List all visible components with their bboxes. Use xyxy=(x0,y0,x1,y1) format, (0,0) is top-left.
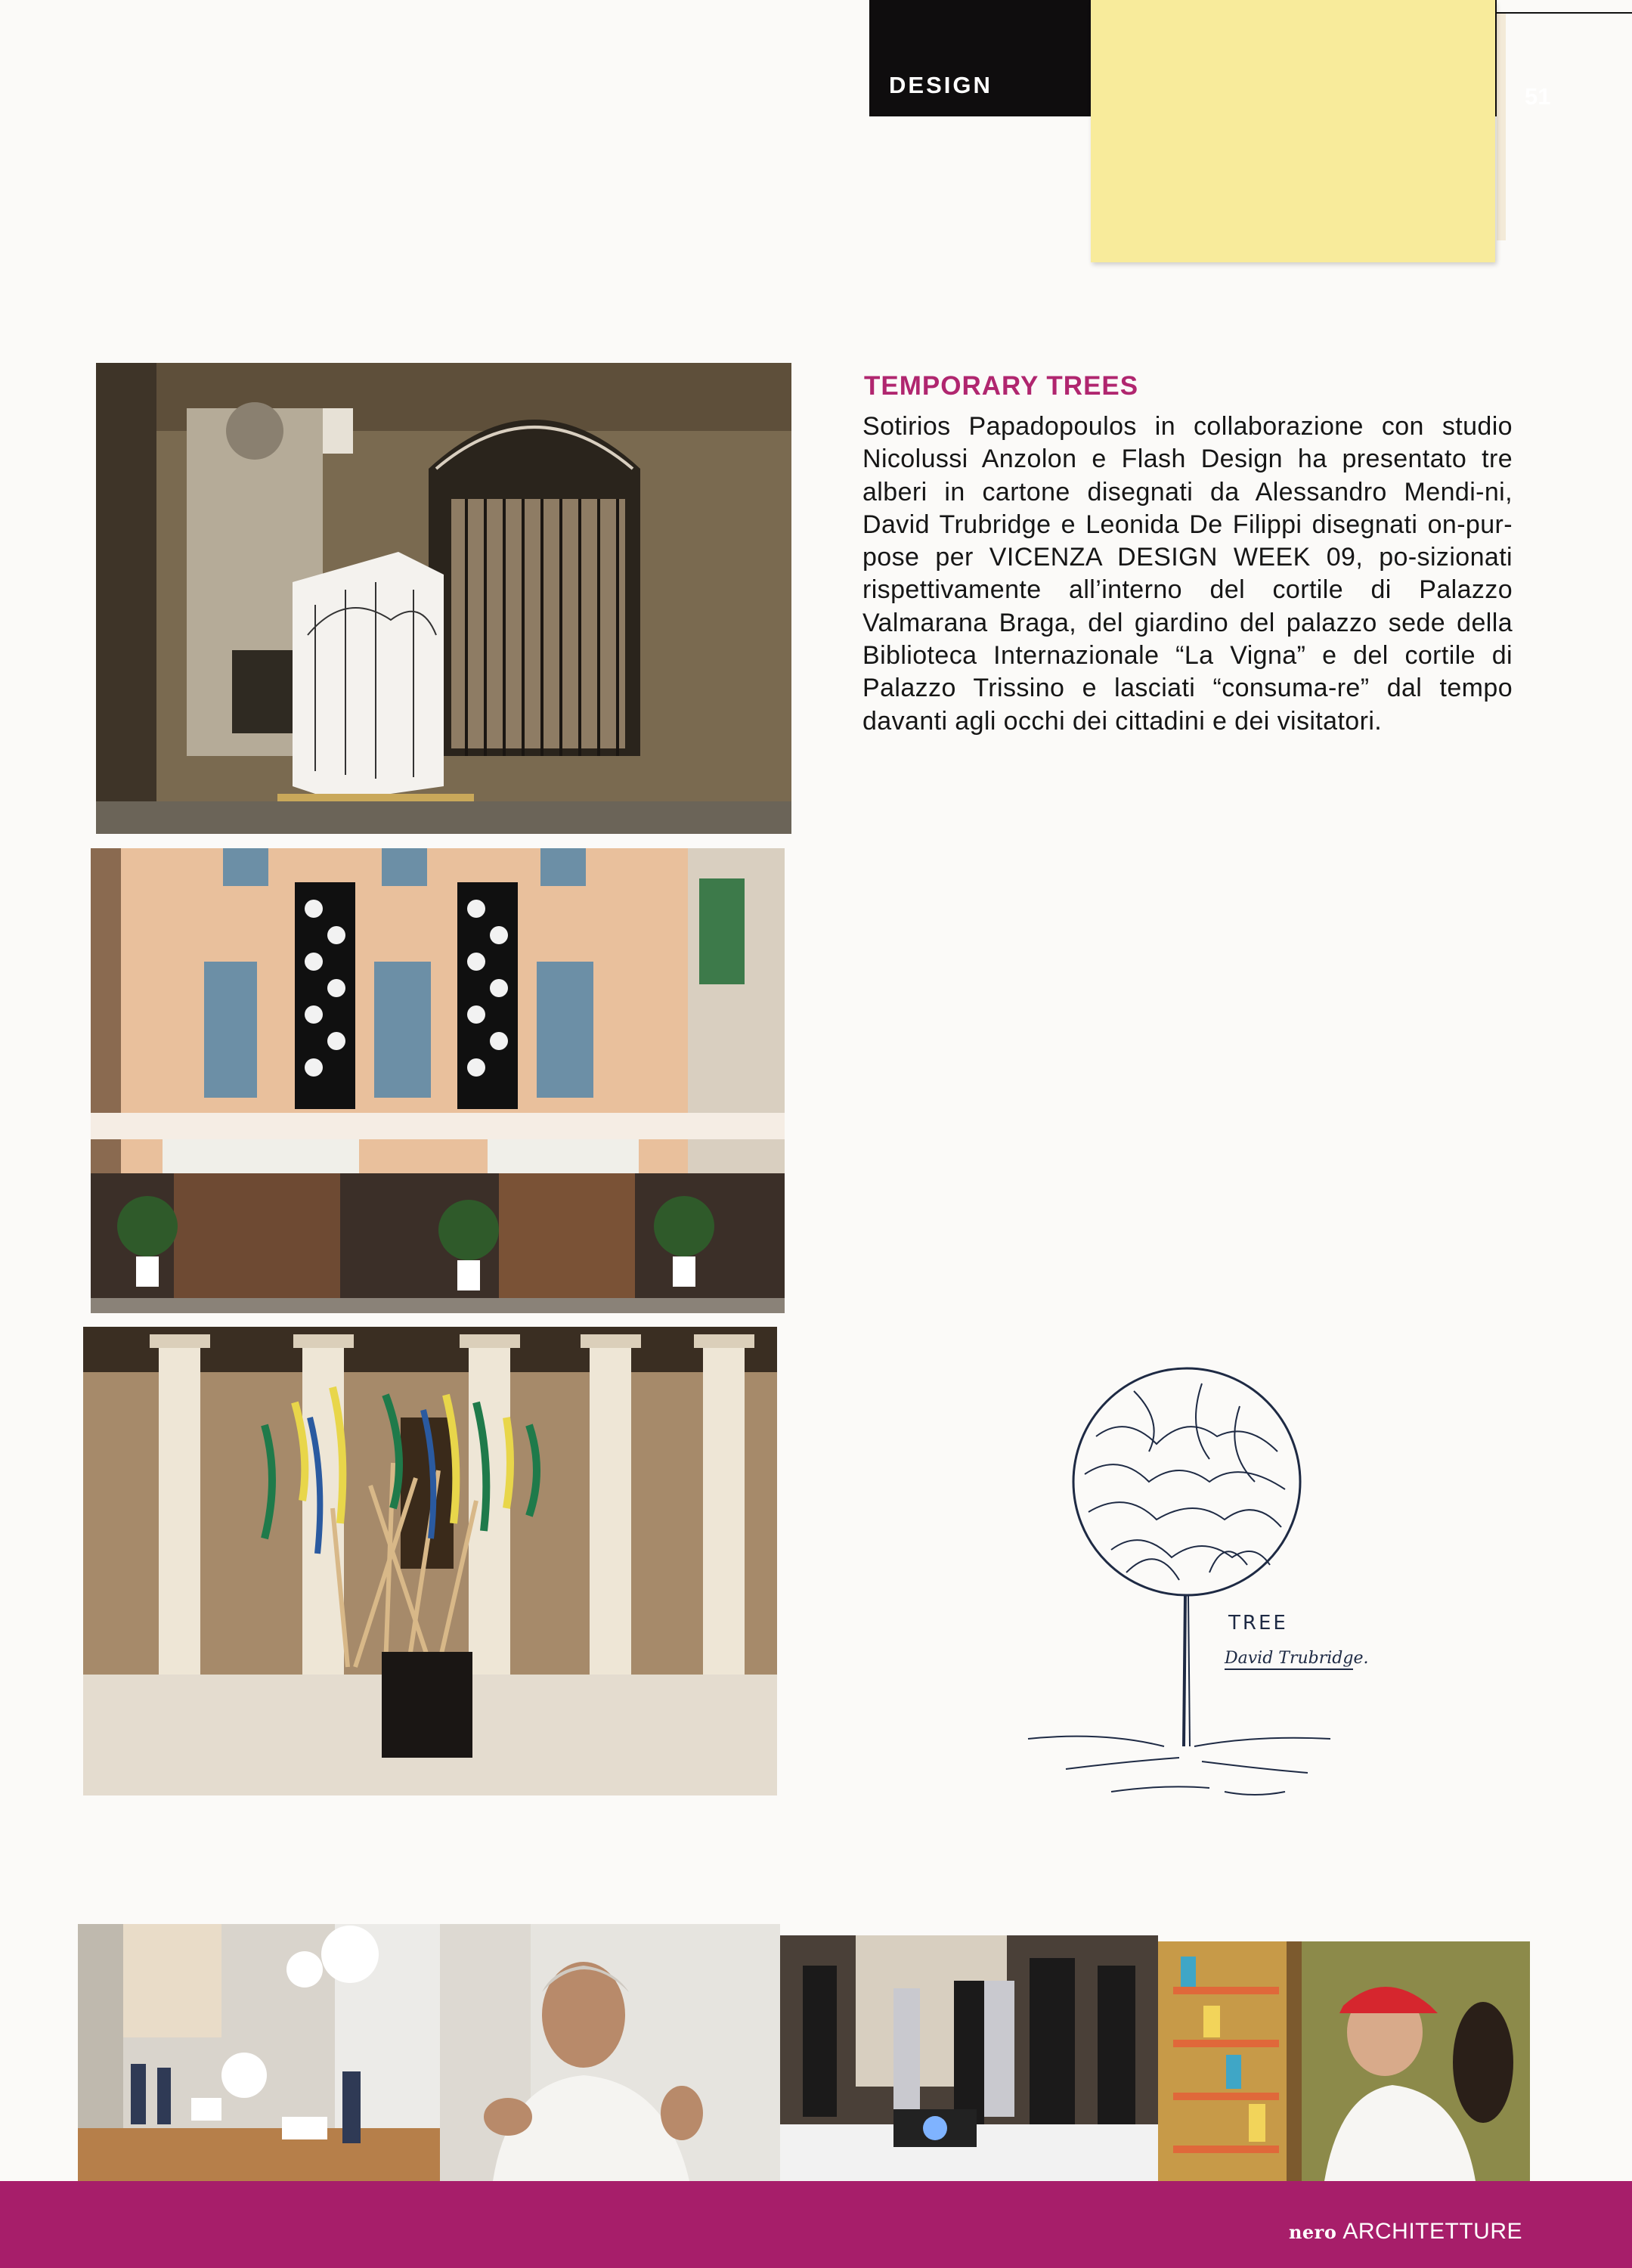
section-label: DESIGN xyxy=(889,72,993,98)
photo-palazzo-facade-banners xyxy=(91,848,785,1313)
page-number: 51 xyxy=(1525,83,1551,110)
photo-event-crowd-projector xyxy=(780,1935,1158,2181)
sketch-caption-author: David Trubridge. xyxy=(1225,1649,1369,1668)
sticky-note-shadow xyxy=(1497,14,1506,240)
footer-brand-name: ARCHITETTURE xyxy=(1342,2219,1522,2244)
article-title: TEMPORARY TREES xyxy=(864,371,1139,401)
photo-courtyard-gate-tree xyxy=(96,363,791,834)
photo-colonnade-ribbon-tree xyxy=(83,1327,777,1796)
sketch-caption-tree: TREE xyxy=(1228,1612,1288,1634)
sticky-note xyxy=(1091,0,1495,262)
footer-brand-prefix: nero xyxy=(1288,2221,1337,2243)
photo-visitor-red-cap xyxy=(1158,1941,1530,2181)
header-rule xyxy=(1497,12,1632,14)
sketch-tree-drawing xyxy=(1013,1346,1406,1830)
article-body: Sotirios Papadopoulos in collaborazione con studio Nicolussi Anzolon e Flash Design ha presentato tre alberi in cartone disegnati da Alessandro Mendi-ni, David Trubridge e Leonida De Filippi disegnati on-pur-pose per VICENZA DESIGN WEEK 09, po-sizionati rispettivamente all’interno del cortile di Palazzo Valmarana Braga, del giardino del palazzo sede della Biblioteca Internazionale “La Vigna” e del cortile di Palazzo Trissino e lasciati “consuma-re” dal tempo davanti agli occhi dei cittadini e dei visitatori. xyxy=(862,412,1513,736)
footer-brand xyxy=(1289,2219,1522,2245)
photo-courtyard-visitors xyxy=(78,1924,456,2181)
photo-speaker-portrait xyxy=(440,1924,780,2181)
